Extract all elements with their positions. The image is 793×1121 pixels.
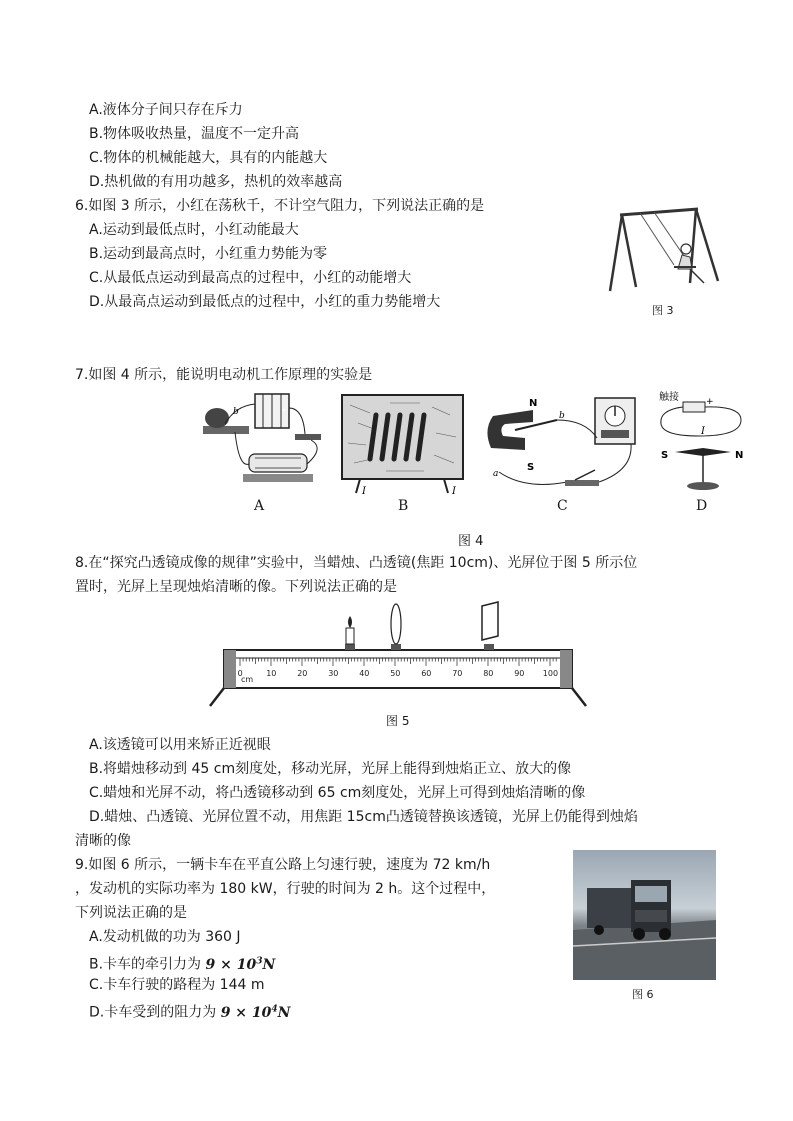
q9-option-c: C.卡车行驶的路程为 144 m [89,977,265,993]
ruler-tick-label: 100 [542,669,559,678]
q9-option-d-math: $9 \times 10^4N$ [220,1004,291,1021]
ruler-tick-label: 70 [452,669,463,678]
figure-4d-touch-label: 触接 [659,392,679,403]
figure-4a-label-b: b [233,407,239,417]
figure-4a-motor-circuit [195,388,330,496]
figure-5-optical-bench [208,600,588,710]
figure-4d-oersted [655,388,755,496]
figure-6-truck-photo [573,850,716,980]
figure-4c-label-b: b [559,411,565,421]
q5-option-c: C.物体的机械能越大，具有的内能越大 [89,150,328,166]
ruler-tick-label: 0 [237,669,243,678]
q8-option-b: B.将蜡烛移动到 45 cm刻度处，移动光屏，光屏上能得到烛焰正立、放大的像 [89,761,572,777]
ruler-tick-label: 50 [390,669,401,678]
q8-stem-line2: 置时，光屏上呈现烛焰清晰的像。下列说法正确的是 [75,579,397,595]
figure-4d-battery-minus: - [676,403,680,413]
q8-option-c: C.蜡烛和光屏不动，将凸透镜移动到 65 cm刻度处，光屏上可得到烛焰清晰的像 [89,785,586,801]
q9-option-d-text: D.卡车受到的阻力为 [89,1004,217,1021]
figure-4d-current: I [701,426,705,437]
ruler-tick-label: 80 [483,669,494,678]
q8-stem-line1: 8.在“探究凸透镜成像的规律”实验中，当蜡烛、凸透镜(焦距 10cm)、光屏位于图 5 所示位 [75,555,638,571]
q6-option-c: C.从最低点运动到最高点的过程中，小红的动能增大 [89,270,412,286]
q5-option-d: D.热机做的有用功越多，热机的效率越高 [89,174,343,190]
q6-option-d: D.从最高点运动到最低点的过程中，小红的重力势能增大 [89,294,441,310]
ruler-tick-label: 60 [421,669,432,678]
q9-option-b-text: B.卡车的牵引力为 [89,956,202,973]
q5-option-b: B.物体吸收热量，温度不一定升高 [89,126,300,142]
q8-option-d: D.蜡烛、凸透镜、光屏位置不动，用焦距 15cm凸透镜替换该透镜，光屏上仍能得到烛焰 [89,809,638,825]
q7-stem: 7.如图 4 所示，能说明电动机工作原理的实验是 [75,367,373,383]
figure-4c-pole-n: N [529,398,538,409]
q6-stem: 6.如图 3 所示，小红在荡秋千，不计空气阻力，下列说法正确的是 [75,198,485,214]
figure-4b-current-right: I [452,486,456,497]
q6-option-a: A.运动到最低点时，小红动能最大 [89,222,299,238]
figure-3-caption: 图 3 [652,304,674,317]
figure-4c-induction [485,390,643,496]
figure-4b-solenoid-field [340,393,465,496]
ruler-tick-label: 90 [514,669,525,678]
q9-option-a: A.发动机做的功为 360 J [89,929,241,945]
ruler-tick-label: 20 [297,669,308,678]
ruler-tick-label: 30 [328,669,339,678]
q9-stem-line2: ，发动机的实际功率为 180 kW，行驶的时间为 2 h。这个过程中， [75,881,496,897]
figure-4b-label: B [398,498,409,514]
figure-4-caption: 图 4 [458,534,484,549]
figure-4a-label: A [254,498,265,514]
ruler-tick-label: cm [241,675,254,684]
q9-stem-line3: 下列说法正确的是 [75,905,187,921]
figure-4d-label: D [696,498,708,514]
q6-option-b: B.运动到最高点时，小红重力势能为零 [89,246,328,262]
figure-4c-pole-s: S [527,462,535,473]
figure-4a-battery-plus: + [281,406,287,414]
q9-option-d [89,999,290,1023]
figure-3-swing [600,203,730,298]
q9-option-b [89,951,275,975]
figure-4d-battery-plus: + [706,397,714,407]
figure-4d-pole-s: S [661,450,669,461]
figure-4c-label-a: a [493,469,499,479]
ruler-tick-label: 10 [266,669,277,678]
figure-4b-current-left: I [362,486,366,497]
figure-4c-label: C [557,498,568,514]
figure-6-caption: 图 6 [632,988,654,1001]
figure-5-caption: 图 5 [386,714,410,728]
q5-option-a: A.液体分子间只存在斥力 [89,102,243,118]
figure-4d-pole-n: N [735,450,744,461]
q9-stem-line1: 9.如图 6 所示，一辆卡车在平直公路上匀速行驶，速度为 72 km/h [75,857,491,873]
q9-option-b-math: $9 \times 10^3N$ [205,956,276,973]
ruler-tick-label: 40 [359,669,370,678]
q8-option-d-cont: 清晰的像 [75,833,131,849]
q8-option-a: A.该透镜可以用来矫正近视眼 [89,737,271,753]
